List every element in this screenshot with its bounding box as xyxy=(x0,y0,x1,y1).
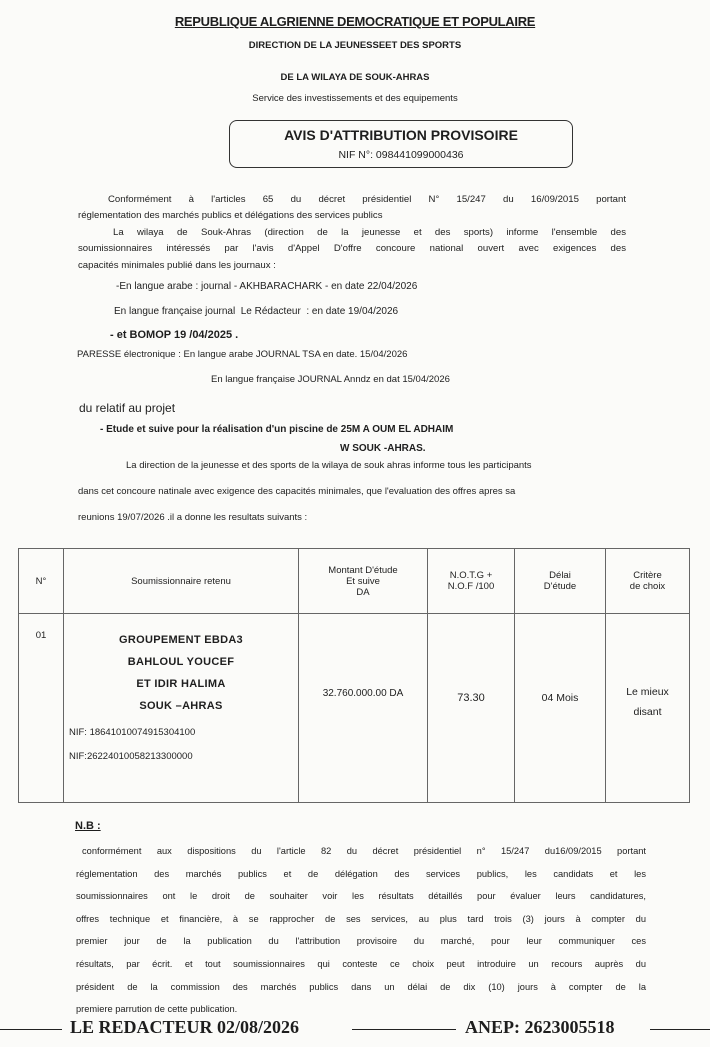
header-notg-line-2: N.O.F /100 xyxy=(447,581,495,592)
nb-paragraph xyxy=(76,840,646,1021)
bidder-name-line-1: GROUPEMENT EBDA3 xyxy=(119,634,243,646)
nb-line-3: soumissionnaires ont le droit de souhaiter voir les résultats détaillés pour évaluer leurs candidatures, xyxy=(76,891,646,902)
nb-line-4: offres technique et financière, à se rapprocher de ses services, au plus tard trois (3) jours à compter du xyxy=(76,913,646,924)
table-header-row xyxy=(19,549,690,614)
header-notg xyxy=(428,549,515,614)
result-intro-line-1: La direction de la jeunesse et des sports de la wilaya de souk ahras informe tous les participants xyxy=(126,460,532,471)
nb-line-8: premiere parrution de cette publication. xyxy=(76,1004,238,1015)
header-critere xyxy=(606,549,690,614)
press-electronique: PARESSE électronique : En langue arabe JOURNAL TSA en date. 15/04/2026 xyxy=(77,349,408,360)
direction-heading: DIRECTION DE LA JEUNESSEET DES SPORTS xyxy=(248,40,462,51)
header-notg-line-1: N.O.T.G + xyxy=(449,570,493,581)
press-bomop: - et BOMOP 19 /04/2025 . xyxy=(110,329,239,341)
press-arabe: -En langue arabe : journal - AKHBARACHARK - en date 22/04/2026 xyxy=(116,281,418,292)
intro-line-2: réglementation des marchés publics et délégations des services publics xyxy=(78,210,383,221)
result-intro-line-2: dans cet concoure natinale avec exigence des capacités minimales, que l'evaluation des offres apres sa xyxy=(78,486,516,497)
nb-line-7: président de la commission des marchés publics dans un délai de dix (10) jours à compter de la xyxy=(76,981,646,992)
nb-line-1: conformément aux dispositions du l'article 82 du décret présidentiel n° 15/247 du16/09/2015 portant xyxy=(82,846,646,856)
press-electronique-fr: En langue française JOURNAL Anndz en dat 15/04/2026 xyxy=(211,374,450,385)
intro-line-1: Conformément à l'articles 65 du décret présidentiel N° 15/247 du 16/09/2015 portant xyxy=(108,194,626,205)
intro-line-5: capacités minimales publié dans les journaux : xyxy=(78,260,276,271)
nb-line-2: réglementation des marchés publics et de délégation des services publics, les candidats et les xyxy=(76,868,646,879)
nb-line-6: résultats, par écrit. et tout soumissionnaires qui conteste ce choix peut introduire un recours auprès du xyxy=(76,958,646,969)
header-delai xyxy=(515,549,606,614)
header-montant-line-3: DA xyxy=(356,586,370,598)
row-critere-line-2: disant xyxy=(633,706,662,718)
header-delai-line-2: D'étude xyxy=(543,581,577,592)
footer-rule-left xyxy=(0,1029,62,1030)
bidder-name-line-3: ET IDIR HALIMA xyxy=(136,678,226,690)
header-montant-line-2: Et suive xyxy=(346,575,380,587)
nb-line-5: premier jour de la publication du l'attribution provisoire du marché, pour leur communiquer ces xyxy=(76,936,646,947)
project-line-1: - Etude et suive pour la réalisation d'un piscine de 25M A OUM EL ADHAIM xyxy=(100,424,454,435)
wilaya-heading: DE LA WILAYA DE SOUK-AHRAS xyxy=(280,72,430,83)
footer-anep: ANEP: 2623005518 xyxy=(465,1017,615,1037)
table-row xyxy=(19,614,690,803)
row-note: 73.30 xyxy=(428,614,515,803)
bidder-nif-2: NIF:26224010058213300000 xyxy=(69,751,193,762)
row-critere-line-1: Le mieux xyxy=(626,686,669,698)
footer-redacteur: LE REDACTEUR 02/08/2026 xyxy=(70,1017,300,1037)
press-francaise: En langue française journal Le Rédacteur : en date 19/04/2026 xyxy=(114,306,399,317)
header-critere-line-1: Critère xyxy=(633,570,662,581)
bidder-name-line-2: BAHLOUL YOUCEF xyxy=(127,656,235,668)
result-intro-line-3: reunions 19/07/2026 .il a donne les resultats suivants : xyxy=(78,512,308,523)
republic-heading: REPUBLIQUE ALGRIENNE DEMOCRATIQUE ET POPULAIRE xyxy=(174,14,536,29)
notice-title-box xyxy=(229,120,573,168)
notice-nif: NIF N°: 098441099000436 xyxy=(338,149,464,161)
notice-title: AVIS D'ATTRIBUTION PROVISOIRE xyxy=(284,127,518,143)
results-table xyxy=(18,548,690,803)
header-critere-line-2: de choix xyxy=(629,581,666,592)
header-soumissionnaire: Soumissionnaire retenu xyxy=(64,549,299,614)
row-soumissionnaire xyxy=(64,614,299,803)
bidder-nif-1: NIF: 18641010074915304100 xyxy=(69,727,196,738)
row-montant: 32.760.000.00 DA xyxy=(299,614,428,803)
project-label: du relatif au projet xyxy=(79,401,176,415)
project-line-2: W SOUK -AHRAS. xyxy=(340,443,426,454)
header-montant xyxy=(299,549,428,614)
footer-rule-middle xyxy=(352,1029,456,1030)
footer-rule-right xyxy=(650,1029,710,1030)
header-montant-line-1: Montant D'étude xyxy=(328,564,398,576)
header-delai-line-1: Délai xyxy=(549,570,571,581)
row-num: 01 xyxy=(19,614,64,803)
bidder-name-line-4: SOUK –AHRAS xyxy=(139,700,223,712)
row-critere xyxy=(606,614,690,803)
header-num: N° xyxy=(19,549,64,614)
service-heading: Service des investissements et des equipements xyxy=(252,93,458,104)
intro-line-3: La wilaya de Souk-Ahras (direction de la jeunesse et des sports) informe l'ensemble des xyxy=(113,227,626,238)
row-delai: 04 Mois xyxy=(515,614,606,803)
nb-label: N.B : xyxy=(75,820,101,832)
intro-line-4: soumissionnaires intéressés par l'avis d'Appel D'offre concoure national ouvert avec exigences des xyxy=(78,243,626,254)
